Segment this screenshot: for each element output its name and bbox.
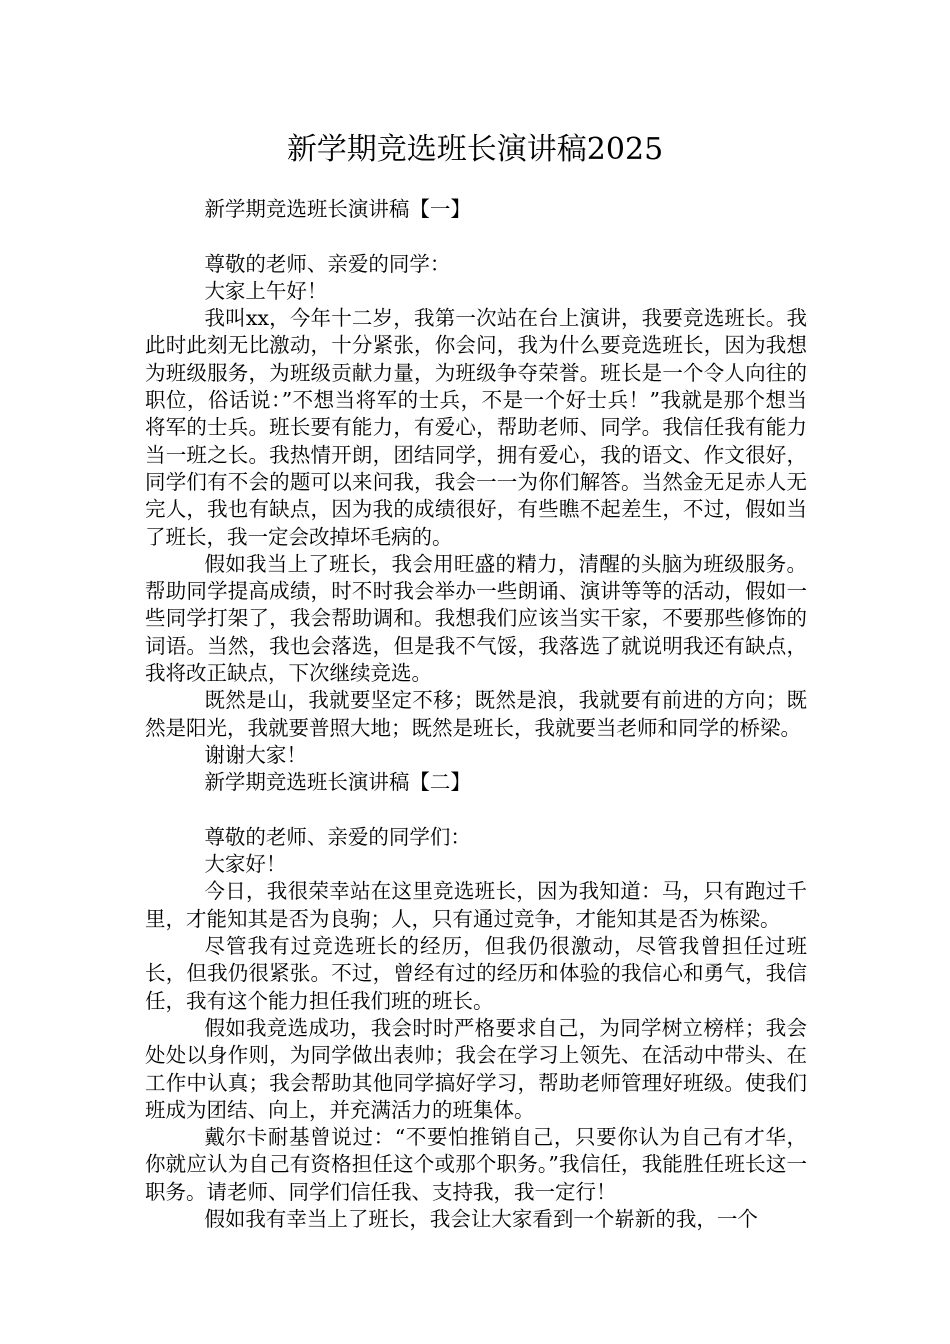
section-heading-2: 新学期竞选班长演讲稿【二】 xyxy=(204,770,471,795)
paragraph: 我叫xx，今年十二岁，我第一次站在台上演讲，我要竞选班长。我此时此刻无比激动，十分紧张，你会问，我为什么要竞选班长，因为我想为班级服务，为班级贡献力量，为班级争夺荣誉。班长是一个令人向往的职位，俗话说：”不想当将军的士兵，不是一个好士兵！”我就是那个想当将军的士兵。班长要有能力，有爱心，帮助老师、同学。我信任我有能力当一班之长。我热情开朗，团结同学，拥有爱心，我的语文、作文很好，同学们有不会的题可以来问我，我会一一为你们解答。当然金无足赤人无完人，我也有缺点，因为我的成绩很好，有些瞧不起差生，不过，假如当了班长，我一定会改掉坏毛病的。 xyxy=(145,306,807,549)
closing-1: 谢谢大家！ xyxy=(204,742,307,767)
salutation-2: 尊敬的老师、亲爱的同学们： xyxy=(204,824,471,849)
document-title: 新学期竞选班长演讲稿2025 xyxy=(286,132,664,167)
section-heading-1: 新学期竞选班长演讲稿【一】 xyxy=(204,197,471,221)
paragraph: 假如我当上了班长，我会用旺盛的精力，清醒的头脑为班级服务。帮助同学提高成绩，时不时我会举办一些朗诵、演讲等等的活动，假如一些同学打架了，我会帮助调和。我想我们应该当实干家，不要那些修饰的词语。当然，我也会落选，但是我不气馁，我落选了就说明我还有缺点，我将改正缺点，下次继续竞选。 xyxy=(145,551,807,686)
blank-line xyxy=(145,797,807,824)
paragraph: 戴尔卡耐基曾说过：“不要怕推销自己，只要你认为自己有才华，你就应认为自己有资格担任这个或那个职务。”我信任，我能胜任班长这一职务。请老师、同学们信任我、支持我，我一定行！ xyxy=(145,1125,807,1204)
paragraph: 假如我竞选成功，我会时时严格要求自己，为同学树立榜样；我会处处以身作则，为同学做出表帅；我会在学习上领先、在活动中带头、在工作中认真；我会帮助其他同学搞好学习，帮助老师管理好班级。使我们班成为团结、向上，并充满活力的班集体。 xyxy=(145,1015,807,1122)
paragraph: 既然是山，我就要坚定不移；既然是浪，我就要有前进的方向；既然是阳光，我就要普照大地；既然是班长，我就要当老师和同学的桥梁。 xyxy=(145,688,807,740)
paragraph: 尽管我有过竞选班长的经历，但我仍很激动，尽管我曾担任过班长，但我仍很紧张。不过，曾经有过的经历和体验的我信心和勇气，我信任，我有这个能力担任我们班的班长。 xyxy=(145,934,807,1013)
paragraph: 今日，我很荣幸站在这里竞选班长，因为我知道：马，只有跑过千里，才能知其是否为良驹；人，只有通过竞争，才能知其是否为栋梁。 xyxy=(145,879,807,931)
paragraph: 假如我有幸当上了班长，我会让大家看到一个崭新的我，一个 xyxy=(204,1206,758,1231)
salutation-1: 尊敬的老师、亲爱的同学： xyxy=(204,251,451,276)
blank-line xyxy=(145,223,807,250)
greeting-1: 大家上午好！ xyxy=(204,278,328,303)
document-body xyxy=(145,196,807,1233)
greeting-2: 大家好！ xyxy=(204,852,287,877)
